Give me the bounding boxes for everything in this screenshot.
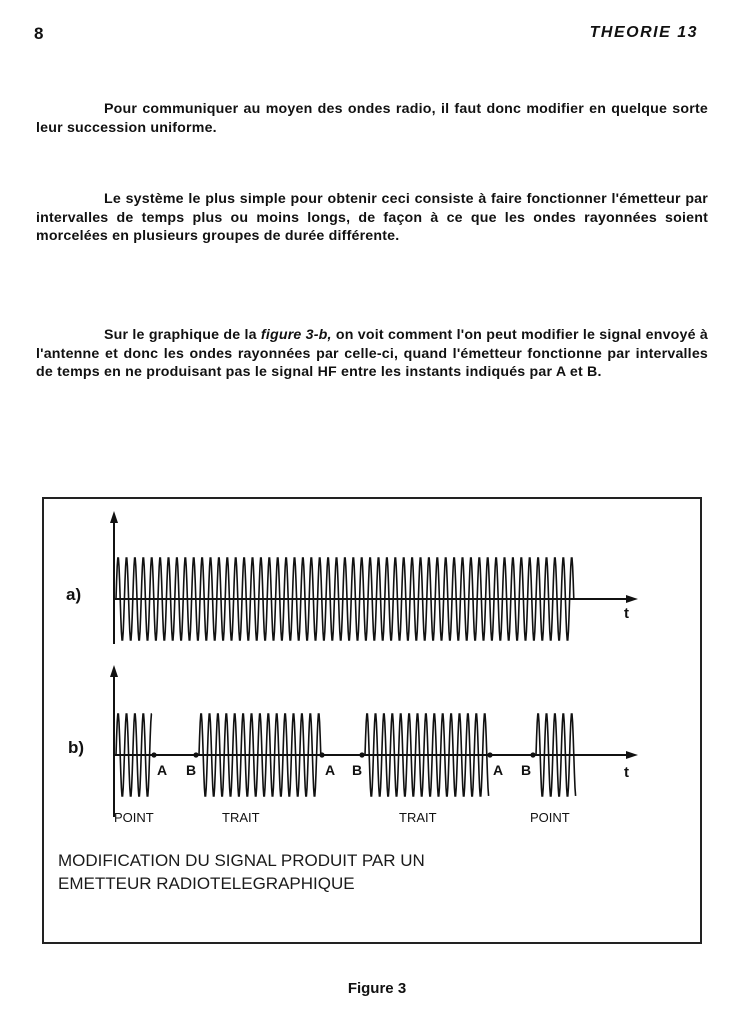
figure-title: Figure 3 xyxy=(347,980,407,997)
marker-b-dot xyxy=(193,752,198,757)
figure-box xyxy=(42,497,702,944)
paragraph-1: Pour communiquer au moyen des ondes radio, il faut donc modifier en quelque sorte leur succession uniforme. xyxy=(36,101,708,136)
marker-a-dot xyxy=(319,752,324,757)
paragraph-3 xyxy=(36,326,708,382)
figure-caption-line-1: MODIFICATION DU SIGNAL PRODUIT PAR UN xyxy=(58,851,425,870)
paragraph-2: Le système le plus simple pour obtenir ceci consiste à faire fonctionner l'émetteur par intervalles de temps plus ou moins longs, de façon à ce que les ondes rayonnées soient morcelées en plusieurs groupes de durée différente. xyxy=(36,191,708,245)
marker-a-label: A xyxy=(157,762,168,778)
paragraph-3-end: on voit comment l'on peut modifier le signal envoyé à l'antenne et donc les ondes rayonnées par celle-ci, quand l'émetteur fonctionne par intervalles de temps en ne produisant pas le signal HF entre les instants indiqués par A et B. xyxy=(36,327,708,381)
marker-b-dot xyxy=(359,752,364,757)
figure-caption xyxy=(58,849,425,895)
axis-b-horizontal-arrow xyxy=(626,751,638,759)
segment-label-trait: TRAIT xyxy=(399,810,437,825)
marker-a-label: A xyxy=(325,762,336,778)
panel-a-label: a) xyxy=(66,585,82,604)
axis-a-horizontal-arrow xyxy=(626,595,638,603)
axis-b-vertical-arrow xyxy=(110,665,118,677)
marker-b-dot xyxy=(530,752,535,757)
page-number: 8 xyxy=(34,24,44,43)
axis-b-t-label: t xyxy=(624,764,629,781)
figure-caption-line-2: EMETTEUR RADIOTELEGRAPHIQUE xyxy=(58,874,355,893)
marker-b-label: B xyxy=(186,762,197,778)
segment-label-trait: TRAIT xyxy=(222,810,260,825)
axis-a-vertical-arrow xyxy=(110,511,118,523)
panel-b-label: b) xyxy=(68,738,85,757)
segment-label-point: POINT xyxy=(530,810,570,825)
paragraph-3-start: Sur le graphique de la xyxy=(104,327,261,343)
marker-b-label: B xyxy=(521,762,532,778)
figure-reference: figure 3-b, xyxy=(260,327,332,343)
axis-a-t-label: t xyxy=(624,605,629,622)
marker-b-label: B xyxy=(352,762,363,778)
segment-label-point: POINT xyxy=(114,810,154,825)
marker-a-dot xyxy=(151,752,156,757)
marker-a-label: A xyxy=(493,762,504,778)
running-head: THEORIE 13 xyxy=(589,24,698,41)
marker-a-dot xyxy=(487,752,492,757)
